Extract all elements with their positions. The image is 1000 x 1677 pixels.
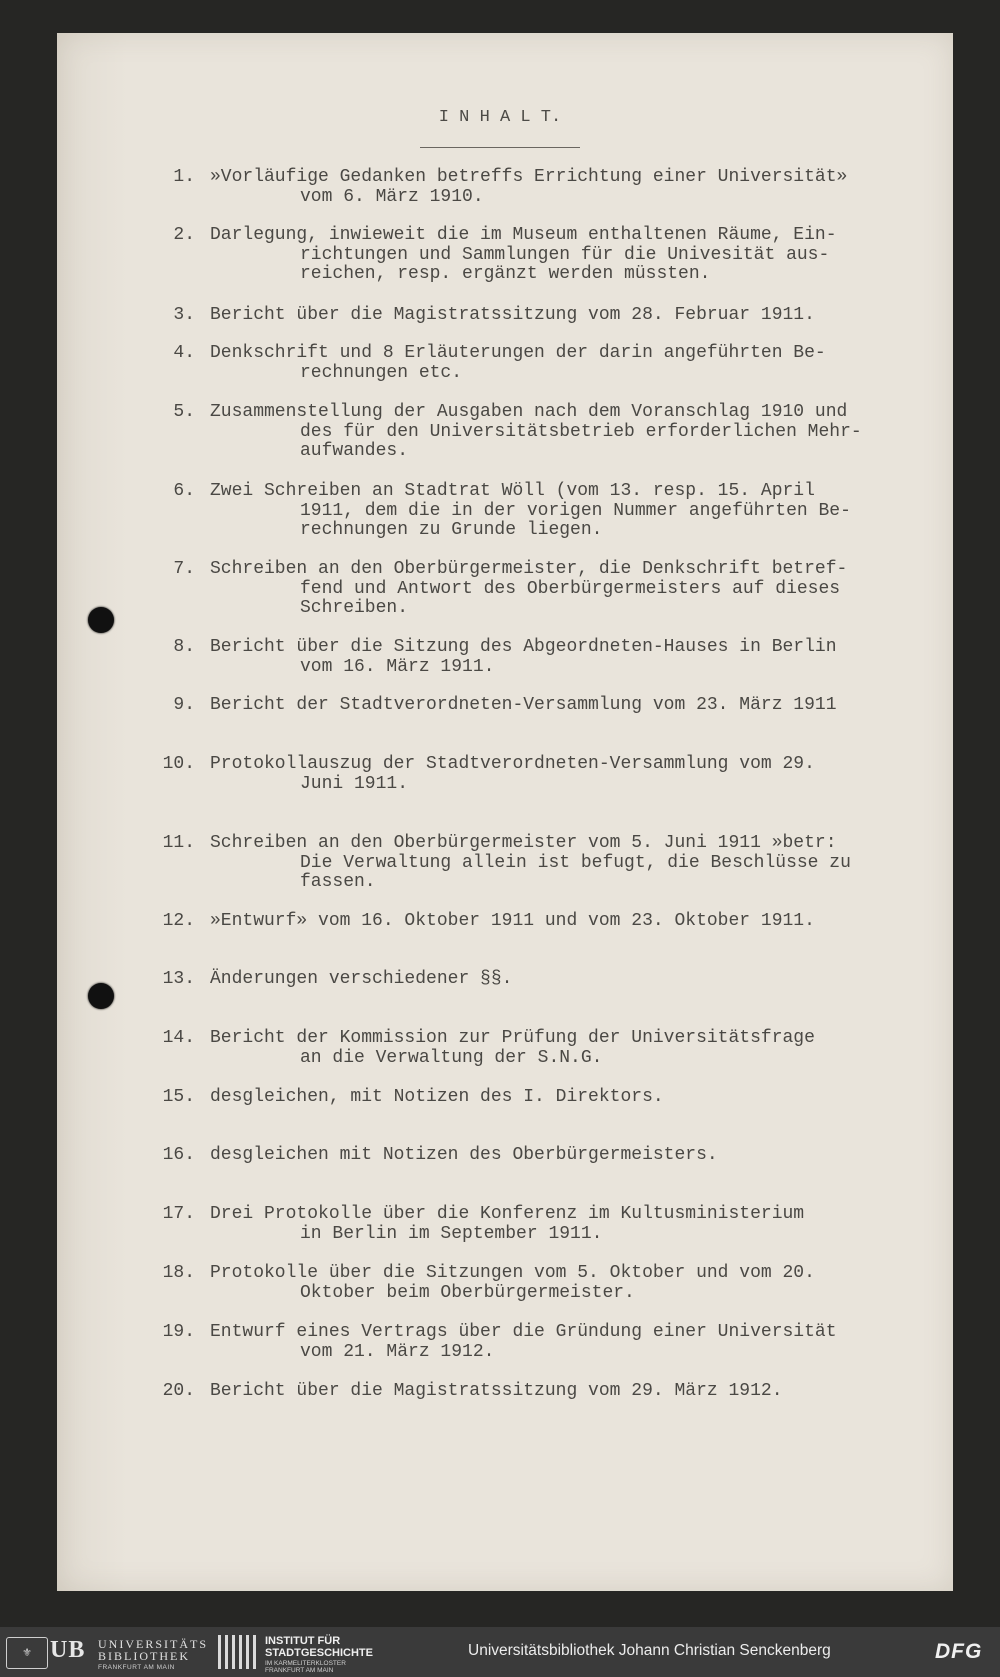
entry-number: 11. [162,833,195,853]
ub-name-line1: UNIVERSITÄTS [98,1637,208,1651]
list-item [0,344,1000,383]
ub-location: FRANKFURT AM MAIN [98,1664,175,1671]
list-item [0,168,1000,207]
entry-line: 1911, dem die in der vorigen Nummer angeführten Be- [300,500,851,521]
entry-line: Protokolle über die Sitzungen vom 5. Oktober und vom 20. [210,1263,815,1283]
list-item [0,696,1000,716]
isg-sub-line1: IM KARMELITERKLOSTER [265,1660,346,1667]
entry-line: Bericht der Kommission zur Prüfung der Universitätsfrage [210,1028,815,1048]
entry-line: Bericht über die Magistratssitzung vom 29. März 1912. [210,1381,783,1401]
entry-number: 10. [162,754,195,774]
library-name: Universitätsbibliothek Johann Christian Senckenberg [468,1642,831,1659]
entry-line: »Vorläufige Gedanken betreffs Errichtung einer Universität» [210,167,848,187]
entry-line: desgleichen mit Notizen des Oberbürgermeisters. [210,1145,718,1165]
list-item [0,1205,1000,1244]
entry-number: 19. [162,1322,195,1342]
entry-number: 18. [162,1263,195,1283]
entry-line: des für den Universitätsbetrieb erforderlichen Mehr- [300,421,862,442]
entry-line: richtungen und Sammlungen für die Univesität aus- [300,244,830,265]
entry-number: 8. [173,637,195,657]
entry-line: Bericht über die Magistratssitzung vom 28. Februar 1911. [210,305,815,325]
entry-line: an die Verwaltung der S.N.G. [300,1047,603,1068]
entry-number: 16. [162,1145,195,1165]
title-underline [420,147,580,148]
entry-line: Schreiben an den Oberbürgermeister, die Denkschrift betref- [210,559,848,579]
footer-bar [0,1627,1000,1677]
entry-number: 9. [173,695,195,715]
list-item [0,226,1000,285]
entry-line: Entwurf eines Vertrags über die Gründung einer Universität [210,1322,837,1342]
isg-logo-name [265,1635,373,1659]
entry-number: 12. [162,911,195,931]
entry-number: 3. [173,305,195,325]
ub-name-line2: BIBLIOTHEK [98,1649,190,1663]
list-item [0,1382,1000,1402]
entry-line: Juni 1911. [300,773,409,794]
list-item [0,1264,1000,1303]
list-item [0,482,1000,541]
list-item [0,560,1000,619]
entry-line: fassen. [300,872,376,892]
entry-number: 7. [173,559,195,579]
entry-number: 13. [162,969,195,989]
entry-number: 5. [173,402,195,422]
ub-crest-icon: ⚜ [6,1637,48,1669]
list-item [0,638,1000,677]
entry-line: Denkschrift und 8 Erläuterungen der darin angeführten Be- [210,343,826,363]
entry-number: 15. [162,1087,195,1107]
entry-line: Protokollauszug der Stadtverordneten-Versammlung vom 29. [210,754,815,774]
isg-name-line2: STADTGESCHICHTE [265,1647,373,1659]
isg-location [265,1660,346,1674]
list-item [0,403,1000,462]
entry-line: Schreiben an den Oberbürgermeister vom 5. Juni 1911 »betr: [210,833,837,853]
list-item [0,1029,1000,1068]
entry-number: 20. [162,1381,195,1401]
entry-line: »Entwurf» vom 16. Oktober 1911 und vom 23. Oktober 1911. [210,911,815,931]
entry-line: Schreiben. [300,598,409,618]
list-item [0,306,1000,326]
entry-number: 6. [173,481,195,501]
entry-line: vom 6. März 1910. [300,186,484,207]
entry-line: Zwei Schreiben an Stadtrat Wöll (vom 13. resp. 15. April [210,481,815,501]
dfg-logo: DFG [935,1640,983,1663]
entry-line: Zusammenstellung der Ausgaben nach dem Voranschlag 1910 und [210,402,848,422]
ub-logo-mark: UB [50,1637,86,1663]
entry-line: reichen, resp. ergänzt werden müssten. [300,264,711,284]
entry-line: aufwandes. [300,441,409,461]
entry-line: Drei Protokolle über die Konferenz im Kultusministerium [210,1204,805,1224]
list-item [0,1146,1000,1166]
list-item [0,1323,1000,1362]
entry-line: desgleichen, mit Notizen des I. Direktors. [210,1087,664,1107]
entry-line: Darlegung, inwieweit die im Museum enthaltenen Räume, Ein- [210,225,837,245]
entry-line: in Berlin im September 1911. [300,1223,603,1244]
entry-number: 17. [162,1204,195,1224]
list-item [0,970,1000,990]
list-item [0,912,1000,932]
entry-line: Die Verwaltung allein ist befugt, die Beschlüsse zu [300,852,851,873]
entry-line: fend und Antwort des Oberbürgermeisters auf dieses [300,578,841,599]
ub-logo-name [98,1638,208,1662]
list-item [0,1088,1000,1108]
list-item [0,755,1000,794]
entry-line: vom 21. März 1912. [300,1341,495,1362]
isg-sub-line2: FRANKFURT AM MAIN [265,1667,334,1674]
entry-number: 2. [173,225,195,245]
page-title: I N H A L T. [438,108,562,127]
entry-line: rechnungen zu Grunde liegen. [300,520,603,540]
list-item [0,834,1000,893]
entry-line: Bericht über die Sitzung des Abgeordneten-Hauses in Berlin [210,637,837,657]
isg-columns-icon [216,1635,256,1669]
entry-number: 14. [162,1028,195,1048]
entry-line: Änderungen verschiedener §§. [210,969,513,989]
entry-number: 4. [173,343,195,363]
isg-name-line1: INSTITUT FÜR [265,1635,341,1647]
entry-line: vom 16. März 1911. [300,656,495,677]
entry-line: Bericht der Stadtverordneten-Versammlung vom 23. März 1911 [210,695,837,715]
entry-line: Oktober beim Oberbürgermeister. [300,1282,635,1303]
entry-line: rechnungen etc. [300,362,463,383]
entry-number: 1. [173,167,195,187]
